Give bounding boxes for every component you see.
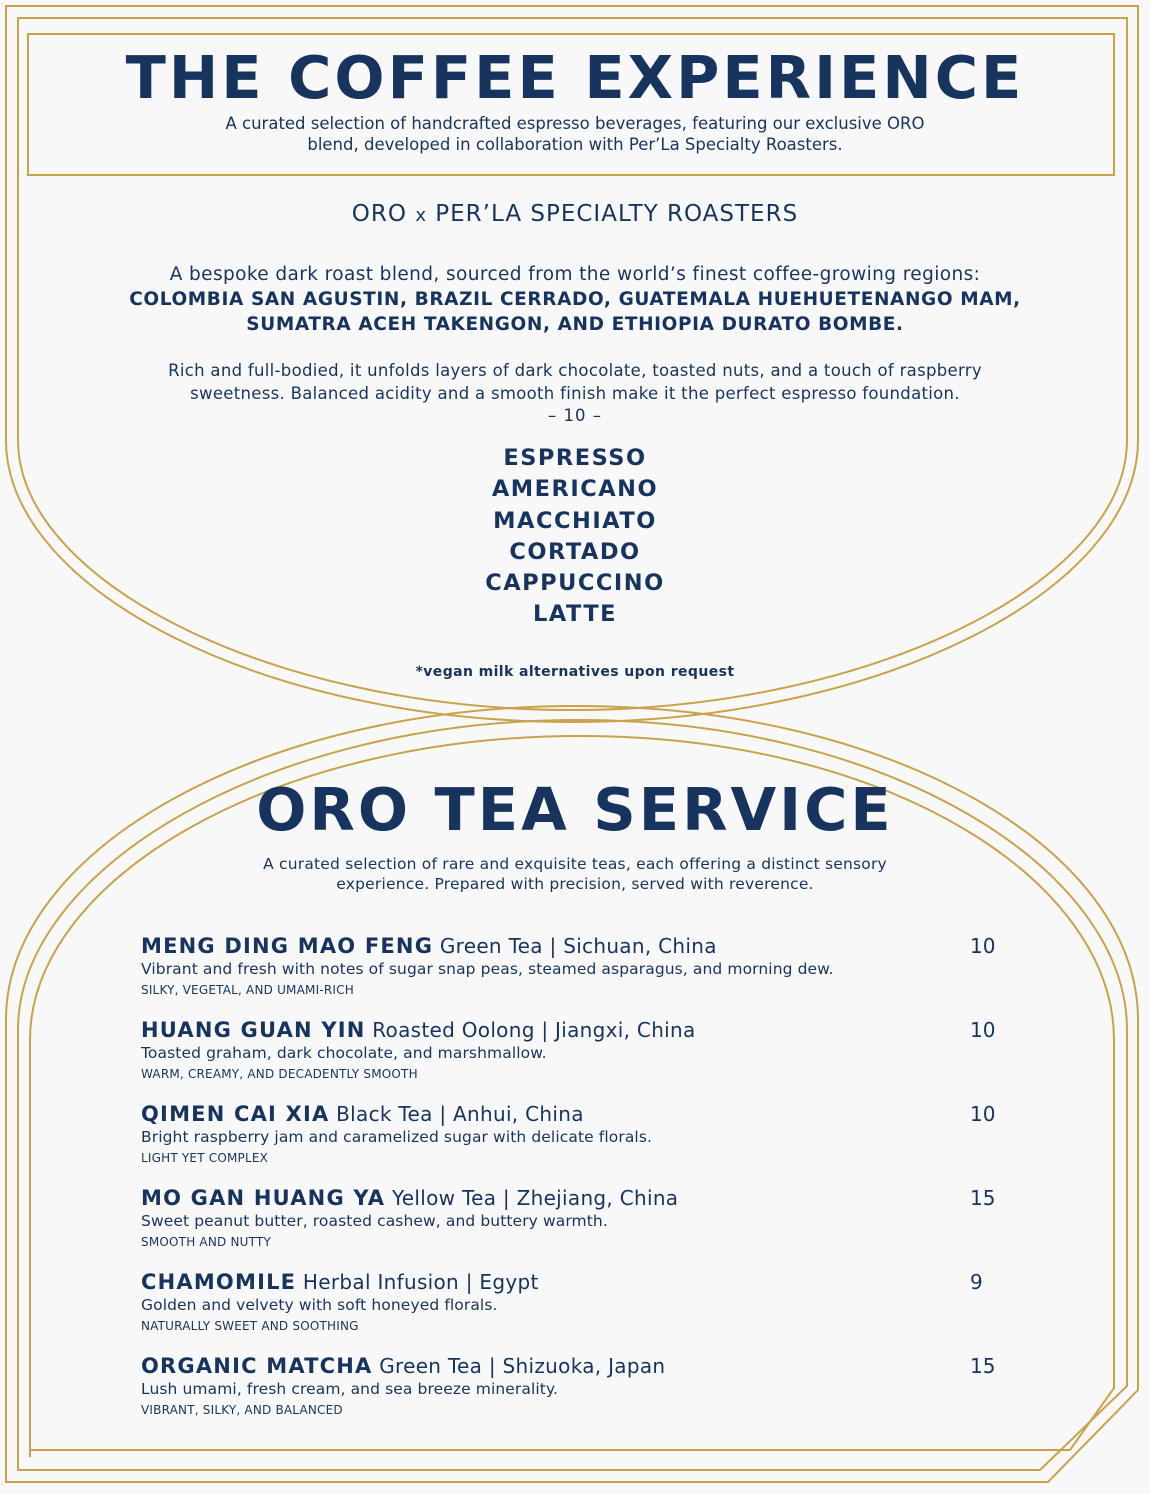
drink-list — [0, 443, 1150, 631]
tea-name: CHAMOMILE — [141, 1270, 297, 1294]
tea-price: 15 — [970, 1354, 996, 1378]
tea-origin: Herbal Infusion | Egypt — [302, 1270, 539, 1294]
tea-name: MENG DING MAO FENG — [141, 934, 434, 958]
tea-title: ORO TEA SERVICE — [256, 775, 894, 844]
tea-notes: Lush umami, fresh cream, and sea breeze minerality. — [141, 1380, 559, 1398]
tea-item — [141, 1101, 1021, 1185]
tea-price: 10 — [970, 1018, 996, 1042]
tea-notes: Vibrant and fresh with notes of sugar snap peas, steamed asparagus, and morning dew. — [141, 960, 834, 978]
coffee-subtitle — [0, 113, 1150, 155]
tea-price: 10 — [970, 934, 996, 958]
coffee-price: – 10 – — [548, 406, 602, 425]
tea-tag: WARM, CREAMY, AND DECADENTLY SMOOTH — [141, 1067, 418, 1081]
partner-heading — [0, 200, 1150, 230]
tea-tag: SILKY, VEGETAL, AND UMAMI-RICH — [141, 983, 354, 997]
coffee-subtitle-line1: A curated selection of handcrafted espresso beverages, featuring our exclusive ORO — [225, 114, 925, 133]
tea-item — [141, 933, 1021, 1017]
drink-macchiato: MACCHIATO — [493, 507, 657, 534]
partner-right: PER’LA SPECIALTY ROASTERS — [435, 201, 799, 227]
tea-notes: Toasted graham, dark chocolate, and marshmallow. — [141, 1044, 547, 1062]
drink-cortado: CORTADO — [509, 538, 641, 565]
tea-price: 10 — [970, 1102, 996, 1126]
tea-item — [141, 1353, 1021, 1437]
drink-latte: LATTE — [532, 601, 618, 628]
tasting-notes — [0, 359, 1150, 405]
blend-intro: A bespoke dark roast blend, sourced from the world’s finest coffee-growing regions: — [169, 264, 981, 285]
vegan-note: *vegan milk alternatives upon request — [415, 664, 735, 680]
origins-line2: SUMATRA ACEH TAKENGON, AND ETHIOPIA DURATO BOMBE. — [246, 314, 904, 335]
drink-cappuccino: CAPPUCCINO — [485, 570, 665, 597]
tea-item — [141, 1269, 1021, 1353]
tea-price: 9 — [970, 1270, 983, 1294]
blend-description — [0, 262, 1150, 337]
tea-origin: Black Tea | Anhui, China — [336, 1102, 584, 1126]
tea-tag: NATURALLY SWEET AND SOOTHING — [141, 1319, 359, 1333]
drink-americano: AMERICANO — [491, 476, 659, 503]
tea-notes: Bright raspberry jam and caramelized sugar with delicate florals. — [141, 1128, 653, 1146]
tea-tag: VIBRANT, SILKY, AND BALANCED — [141, 1403, 343, 1417]
origins-line1: COLOMBIA SAN AGUSTIN, BRAZIL CERRADO, GUATEMALA HUEHUETENANGO MAM, — [129, 289, 1021, 310]
partner-left: ORO — [351, 201, 407, 227]
tea-tag: LIGHT YET COMPLEX — [141, 1151, 269, 1165]
tasting-notes-line2: sweetness. Balanced acidity and a smooth finish make it the perfect espresso foundation. — [190, 384, 960, 403]
tea-name: MO GAN HUANG YA — [141, 1186, 386, 1210]
coffee-subtitle-line2: blend, developed in collaboration with Per’La Specialty Roasters. — [307, 135, 843, 154]
tea-item — [141, 1017, 1021, 1101]
tea-origin: Roasted Oolong | Jiangxi, China — [372, 1018, 696, 1042]
coffee-title: THE COFFEE EXPERIENCE — [125, 43, 1025, 112]
partner-x: x — [415, 205, 427, 226]
tea-notes: Sweet peanut butter, roasted cashew, and buttery warmth. — [141, 1212, 608, 1230]
tea-name: QIMEN CAI XIA — [141, 1102, 330, 1126]
tea-name: HUANG GUAN YIN — [141, 1018, 366, 1042]
tea-item — [141, 1185, 1021, 1269]
tea-subtitle — [0, 854, 1150, 894]
tea-subtitle-line1: A curated selection of rare and exquisite teas, each offering a distinct sensory — [263, 855, 887, 873]
tea-origin: Green Tea | Sichuan, China — [439, 934, 717, 958]
tasting-notes-line1: Rich and full-bodied, it unfolds layers of dark chocolate, toasted nuts, and a touch of raspberry — [168, 361, 982, 380]
tea-notes: Golden and velvety with soft honeyed florals. — [141, 1296, 498, 1314]
drink-espresso: ESPRESSO — [503, 445, 647, 471]
tea-subtitle-line2: experience. Prepared with precision, served with reverence. — [336, 875, 814, 893]
tea-name: ORGANIC MATCHA — [141, 1354, 373, 1378]
tea-tag: SMOOTH AND NUTTY — [141, 1235, 272, 1249]
tea-origin: Green Tea | Shizuoka, Japan — [379, 1354, 666, 1378]
tea-price: 15 — [970, 1186, 996, 1210]
tea-origin: Yellow Tea | Zhejiang, China — [391, 1186, 679, 1210]
